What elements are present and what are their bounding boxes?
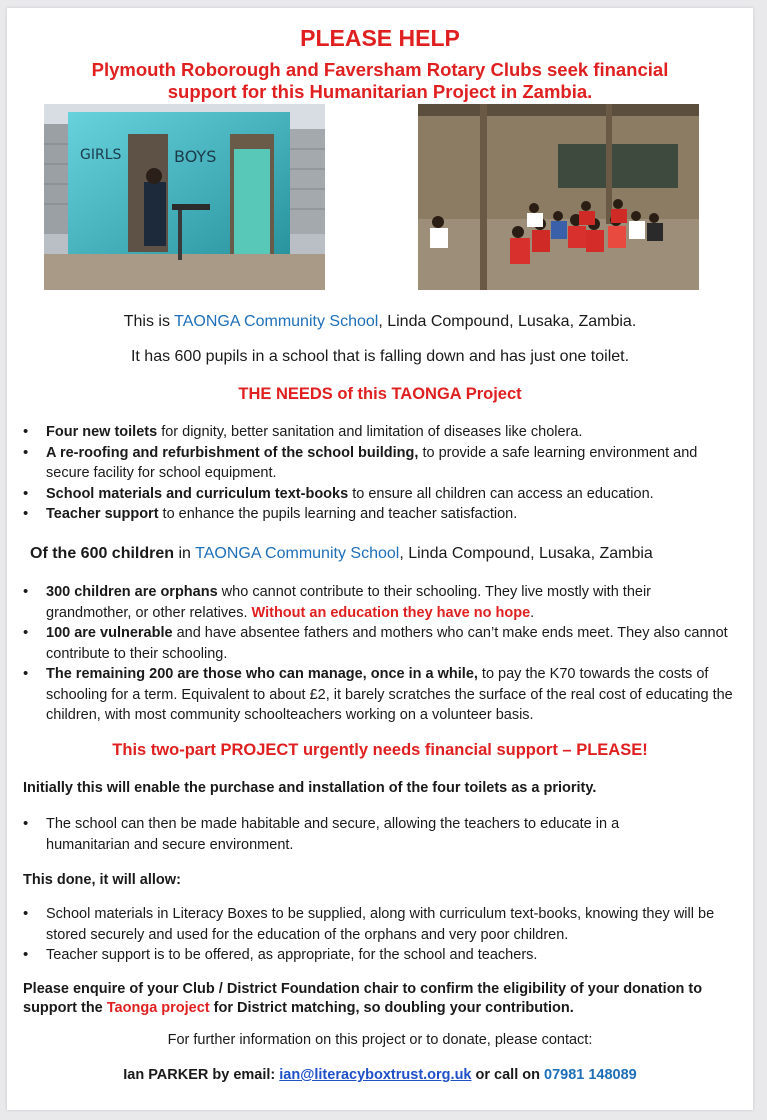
children-item-text: who cannot contribute to their schooling. They live mostly with their grandmother, or other relatives. — [46, 584, 651, 621]
needs-list — [7, 422, 727, 525]
contact-intro: For further information on this project or to donate, please contact: — [167, 1032, 593, 1048]
subtitle-line-1: Plymouth Roborough and Faversham Rotary Clubs seek financial — [91, 59, 669, 80]
contact-phone-prefix: or call on — [471, 1067, 545, 1083]
intro-line-1 — [7, 313, 753, 331]
children-item-bold: 100 are vulnerable — [46, 625, 173, 641]
children-item-after: . — [530, 604, 535, 621]
children-heading-suffix: , Linda Compound, Lusaka, Zambia — [399, 545, 653, 562]
contact-name: Ian PARKER by email: — [123, 1067, 280, 1083]
classroom-photo — [418, 104, 699, 290]
children-item — [7, 623, 737, 664]
project-title: This two-part PROJECT urgently needs financial support – PLEASE! — [112, 741, 648, 759]
children-item — [7, 582, 737, 623]
page-subtitle — [27, 59, 733, 103]
children-item-bold: The remaining 200 are those who can manage, once in a while, — [46, 666, 478, 682]
intro-school-name: TAONGA Community School — [174, 313, 379, 330]
intro-suffix: , Linda Compound, Lusaka, Zambia. — [378, 313, 637, 330]
children-list — [7, 582, 737, 726]
contact-phone[interactable]: 07981 148089 — [544, 1067, 637, 1083]
intro-prefix: This is — [123, 313, 175, 330]
habitable-item: • The school can then be made habitable and secure, allowing the teachers to educate in a humanitarian and secure environment. — [7, 814, 687, 855]
enquire-project-name: Taonga project — [106, 1000, 210, 1016]
contact-details — [7, 1067, 753, 1083]
allow-list — [7, 904, 737, 966]
children-item-red: Without an education they have no hope — [251, 604, 531, 621]
needs-title: THE NEEDS of this TAONGA Project — [238, 385, 522, 403]
flyer-page — [7, 8, 753, 1110]
needs-item-bold: School materials and curriculum text-books — [46, 485, 349, 502]
allow-item: • Teacher support is to be offered, as appropriate, for the school and teachers. — [7, 945, 737, 966]
children-item-text: to pay the K70 towards the costs of schooling for a term. Equivalent to about £2, it barely scratches the surface of the real cost of educating the children, with most community schoolteachers working on a volunteer basis. — [46, 666, 733, 723]
enquire-text-after: for District matching, so doubling your contribution. — [209, 1000, 574, 1016]
needs-item-text: to ensure all children can access an education. — [348, 485, 654, 502]
needs-item-text: to enhance the pupils learning and teacher satisfaction. — [158, 506, 518, 522]
children-heading-school: TAONGA Community School — [195, 545, 400, 562]
children-heading — [30, 545, 750, 563]
needs-item-bold: Teacher support — [46, 506, 159, 522]
needs-item — [7, 443, 727, 484]
contact-email-link[interactable]: ian@literacyboxtrust.org.uk — [279, 1067, 472, 1083]
this-done-line: This done, it will allow: — [23, 872, 181, 888]
children-heading-bold: Of the 600 children — [30, 545, 175, 562]
initially-line: Initially this will enable the purchase and installation of the four toilets as a priority. — [23, 780, 597, 796]
children-heading-mid: in — [174, 545, 196, 562]
children-item-bold: 300 children are orphans — [46, 584, 218, 600]
needs-item-text: for dignity, better sanitation and limitation of diseases like cholera. — [157, 424, 583, 440]
page-title: PLEASE HELP — [300, 25, 460, 51]
children-item — [7, 664, 737, 726]
boys-sign-text: BOYS — [174, 147, 217, 166]
intro-line-2: It has 600 pupils in a school that is falling down and has just one toilet. — [130, 348, 630, 365]
needs-item — [7, 504, 727, 525]
needs-item — [7, 484, 727, 505]
enquire-paragraph — [23, 980, 739, 1018]
girls-sign-text: GIRLS — [80, 147, 122, 163]
habitable-list — [7, 814, 687, 855]
allow-item: • School materials in Literacy Boxes to be supplied, along with curriculum text-books, knowing they will be stored securely and used for the education of the orphans and very poor children. — [7, 904, 737, 945]
needs-item-bold: Four new toilets — [46, 424, 158, 440]
children-item-text: and have absentee fathers and mothers who can’t make ends meet. They also cannot contribute to their schooling. — [46, 625, 728, 662]
enquire-text-before: Please enquire of your Club / District Foundation chair to confirm the eligibility of your donation to support the — [23, 981, 703, 1016]
needs-item-text: to provide a safe learning environment and secure facility for school equipment. — [46, 444, 698, 481]
needs-item-bold: A re-roofing and refurbishment of the school building, — [46, 444, 419, 461]
subtitle-line-2: support for this Humanitarian Project in Zambia. — [167, 81, 593, 102]
toilet-block-photo — [44, 104, 325, 290]
needs-item — [7, 422, 727, 443]
